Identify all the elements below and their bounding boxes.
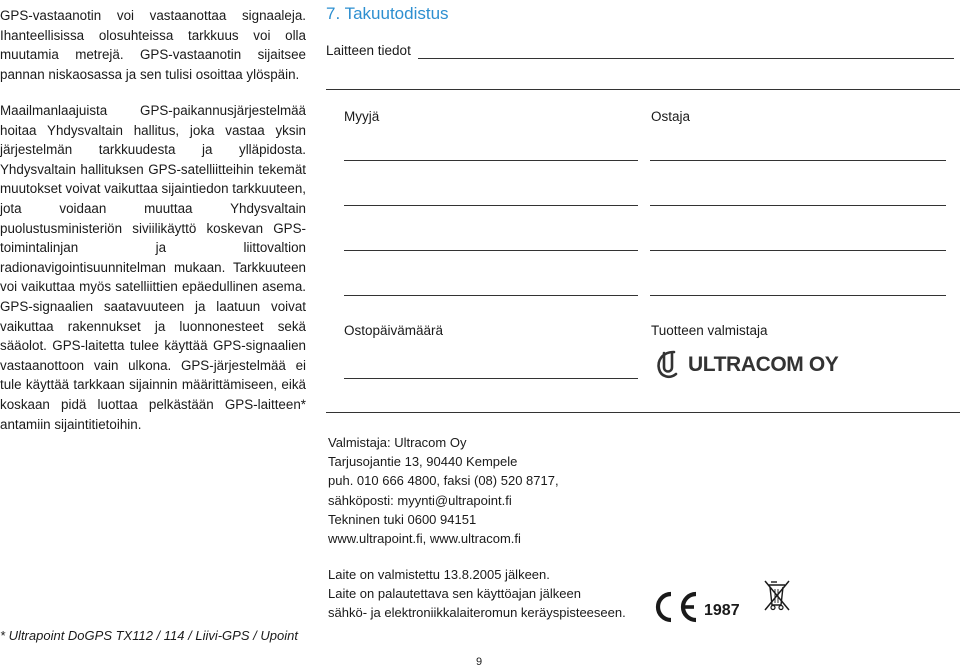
- seller-line-2[interactable]: [344, 205, 638, 206]
- seller-label: Myyjä: [344, 109, 380, 124]
- info-line: Tekninen tuki 0600 94151: [328, 511, 477, 527]
- note-line: Laite on palautettava sen käyttöajan jälkeen: [328, 586, 581, 602]
- page-number: 9: [476, 656, 483, 668]
- ultracom-logo: [652, 349, 838, 381]
- info-line: Tarjusojantie 13, 90440 Kempele: [328, 454, 518, 470]
- manufacturer-label: Tuotteen valmistaja: [651, 323, 768, 338]
- info-line: puh. 010 666 4800, faksi (08) 520 8717,: [328, 473, 559, 489]
- seller-line-3[interactable]: [344, 250, 638, 251]
- ce-year: 1987: [704, 602, 740, 619]
- info-line: www.ultrapoint.fi, www.ultracom.fi: [328, 531, 521, 547]
- crossed-bin-icon: [762, 578, 792, 614]
- section-title: 7. Takuutodistus: [326, 4, 449, 23]
- manufacture-note: [328, 565, 626, 623]
- buyer-line-2[interactable]: [650, 205, 946, 206]
- note-line: sähkö- ja elektroniikkalaiteromun keräyspisteeseen.: [328, 605, 626, 621]
- device-info-label: Laitteen tiedot: [326, 43, 411, 58]
- intro-text: GPS-vastaanotin voi vastaanottaa signaaleja. Ihanteellisissa olosuhteissa tarkkuus voi olla muutamia metrejä. GPS-vastaanotin sijaitsee pannan niskaosassa ja sen tulisi osoittaa ylöspäin.: [0, 8, 306, 82]
- info-line: Valmistaja: Ultracom Oy: [328, 435, 467, 450]
- buyer-line-4[interactable]: [650, 295, 946, 296]
- footnote: * Ultrapoint DoGPS TX112 / 114 / Liivi-GPS / Upoint: [0, 628, 298, 643]
- buyer-line-3[interactable]: [650, 250, 946, 251]
- manufacturer-info: [328, 433, 559, 548]
- seller-line-4[interactable]: [344, 295, 638, 296]
- buyer-line-1[interactable]: [650, 160, 946, 161]
- seller-line-1[interactable]: [344, 160, 638, 161]
- note-line: Laite on valmistettu 13.8.2005 jälkeen.: [328, 567, 550, 582]
- device-info-line[interactable]: [418, 58, 954, 59]
- info-line: sähköposti: myynti@ultrapoint.fi: [328, 492, 512, 508]
- gps-disclaimer-paragraph: [0, 101, 306, 434]
- intro-paragraph: [0, 6, 306, 84]
- ultracom-logo-mark-icon: [652, 349, 686, 381]
- purchase-date-label: Ostopäivämäärä: [344, 323, 444, 338]
- purchase-date-line[interactable]: [344, 378, 638, 379]
- logo-text: ULTRACOM OY: [688, 353, 839, 376]
- warranty-form: [326, 89, 960, 413]
- ce-mark-icon: [652, 590, 700, 624]
- buyer-label: Ostaja: [651, 109, 691, 124]
- gps-disclaimer-text: Maailmanlaajuista GPS-paikannusjärjestelmää hoitaa Yhdysvaltain hallitus, joka vastaa yksin järjestelmän tarkkuudesta ja ylläpidosta. Yhdysvaltain hallituksen GPS-satelliitteihin tekemät muutokset voivat vaikuttaa sijaintiedon tarkkuuteen, jota voidaan muuttaa Yhdysvaltain puolustusministeriön siviilikäyttö koskevan GPS-toimintalinjan ja liittovaltion radionavigointisuunnitelman mukaan. Tarkkuuteen voi vaikuttaa myös satelliittien epäedullinen asema. GPS-signaalien saatavuuteen ja laatuun voivat vaikuttaa rakennukset ja luonnonesteet sekä sääolot. GPS-laitetta tulee käyttää GPS-signaalien vastaanottoon vain ulkona. GPS-järjestelmää ei tule käyttää tarkkaan sijainnin määrittämiseen, eikä koskaan pidä luottaa pelkästään GPS-laitteen* antamiin sijaintitietoihin.: [0, 103, 306, 432]
